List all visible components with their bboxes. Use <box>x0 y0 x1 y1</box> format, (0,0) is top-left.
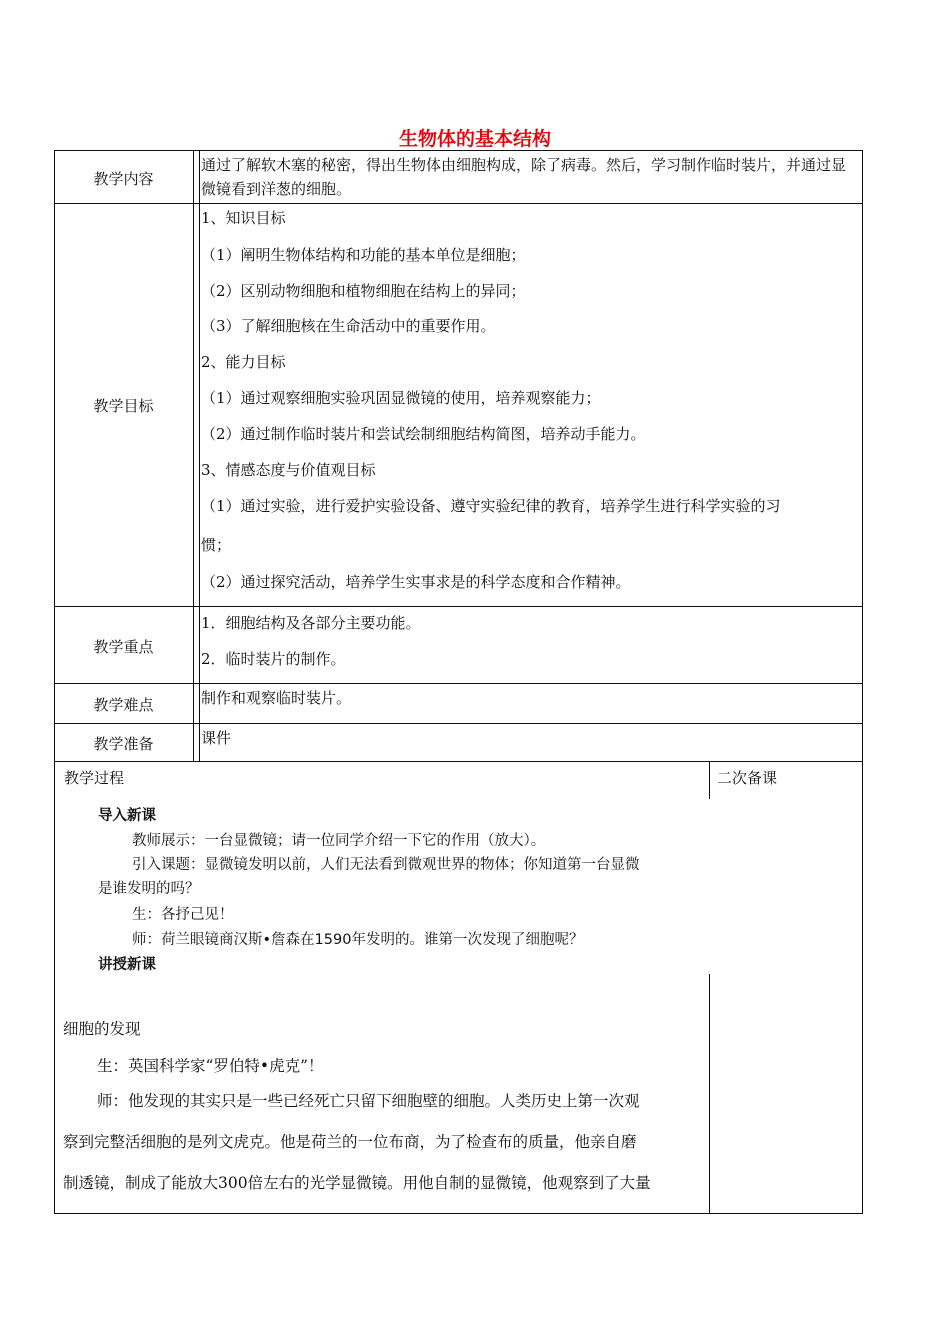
prep-text: 课件 <box>201 729 232 747</box>
prep-label: 教学准备 <box>93 735 154 753</box>
handwritten-line: 导入新课 <box>98 808 156 824</box>
keypoint-line: 1．细胞结构及各部分主要功能。 <box>201 614 421 632</box>
goal-line: （1）阐明生物体结构和功能的基本单位是细胞； <box>201 246 526 264</box>
handwritten-line: 生：各抒己见！ <box>132 907 234 923</box>
handwritten-line: 师：荷兰眼镜商汉斯•詹森在1590年发明的。谁第一次发现了细胞呢？ <box>132 932 584 948</box>
handwritten-line: 引入课题：显微镜发明以前，人们无法看到微观世界的物体；你知道第一台显微 <box>132 857 640 873</box>
side-column-divider <box>709 974 710 1214</box>
handwritten-line: 讲授新课 <box>98 957 156 973</box>
body-line: 生：英国科学家“罗伯特•虎克”！ <box>97 1057 324 1075</box>
handwritten-line: 是谁发明的吗？ <box>98 881 200 897</box>
content-text: 通过了解软木塞的秘密，得出生物体由细胞构成，除了病毒。然后，学习制作临时装片，并通过显微镜看到洋葱的细胞。 <box>201 156 847 198</box>
content-label: 教学内容 <box>93 170 154 188</box>
row-divider <box>54 606 863 607</box>
body-line: 制透镜，制成了能放大300倍左右的光学显微镜。用他自制的显微镜，他观察到了大量 <box>63 1174 651 1192</box>
side-column-divider <box>709 761 710 799</box>
body-line: 察到完整活细胞的是列文虎克。他是荷兰的一位布商，为了检查布的质量，他亲自磨 <box>63 1133 637 1151</box>
goal-line: （1）通过实验，进行爱护实验设备、遵守实验纪律的教育，培养学生进行科学实验的习 <box>201 497 781 515</box>
row-divider <box>54 723 863 724</box>
goal-line: （2）区别动物细胞和植物细胞在结构上的异同； <box>201 282 526 300</box>
keypoints-label: 教学重点 <box>93 638 154 656</box>
goal-line: （1）通过观察细胞实验巩固显微镜的使用，培养观察能力； <box>201 389 601 407</box>
goal-line: 2、能力目标 <box>201 353 286 371</box>
keypoint-line: 2．临时装片的制作。 <box>201 650 346 668</box>
body-line: 师：他发现的其实只是一些已经死亡只留下细胞壁的细胞。人类历史上第一次观 <box>97 1092 640 1110</box>
goal-line: 1、知识目标 <box>201 209 286 227</box>
goal-line: （2）通过探究活动，培养学生实事求是的科学态度和合作精神。 <box>201 573 631 591</box>
process-label: 教学过程 <box>64 769 125 787</box>
page-title: 生物体的基本结构 <box>398 128 551 150</box>
handwritten-line: 教师展示：一台显微镜；请一位同学介绍一下它的作用（放大）。 <box>132 833 546 849</box>
column-divider <box>199 150 200 761</box>
difficulty-text: 制作和观察临时装片。 <box>201 689 352 707</box>
row-divider <box>54 761 863 762</box>
row-divider <box>54 683 863 684</box>
goal-line: 惯； <box>201 536 232 554</box>
body-line: 细胞的发现 <box>63 1020 141 1038</box>
row-divider <box>54 203 863 204</box>
goal-line: （3）了解细胞核在生命活动中的重要作用。 <box>201 317 496 335</box>
column-divider <box>193 150 194 761</box>
goal-line: （2）通过制作临时装片和尝试绘制细胞结构简图，培养动手能力。 <box>201 425 646 443</box>
goal-line: 3、情感态度与价值观目标 <box>201 461 376 479</box>
side-label: 二次备课 <box>717 769 778 787</box>
lesson-plan-table <box>54 150 863 1214</box>
goals-label: 教学目标 <box>93 397 154 415</box>
difficulty-label: 教学难点 <box>93 696 154 714</box>
